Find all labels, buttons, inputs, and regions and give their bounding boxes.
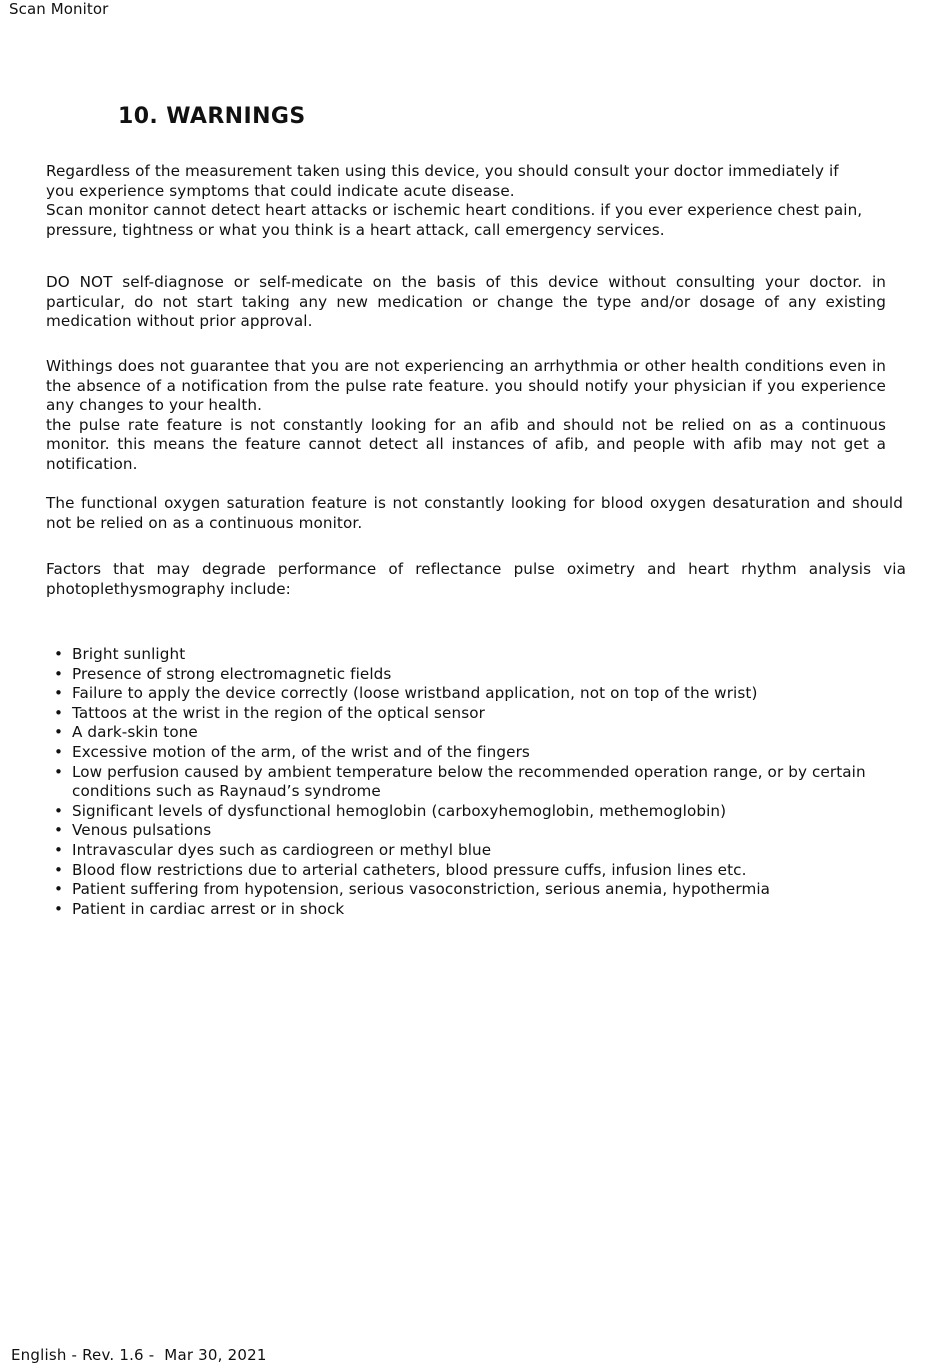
bullet-icon: • [54,645,64,663]
list-item [54,645,910,665]
paragraph-oxygen-saturation [46,494,903,533]
list-item-text: Low perfusion caused by ambient temperature below the recommended operation range, or by certain conditions such as Raynaud’s syndrome [72,762,866,801]
list-item-text: Tattoos at the wrist in the region of the optical sensor [72,703,485,722]
list-item [54,880,910,900]
list-item-text: Patient suffering from hypotension, serious vasoconstriction, serious anemia, hypothermia [72,880,771,899]
list-item-text: Intravascular dyes such as cardiogreen or methyl blue [72,840,492,859]
list-item-text: Significant levels of dysfunctional hemoglobin (carboxyhemoglobin, methemoglobin) [72,801,727,820]
bullet-icon: • [54,821,64,840]
list-item-text: A dark-skin tone [72,723,198,742]
list-item-text: Blood flow restrictions due to arterial catheters, blood pressure cuffs, infusion lines etc. [72,860,747,879]
bullet-icon: • [54,860,64,879]
list-item-text: Presence of strong electromagnetic fields [72,664,392,683]
bullet-icon: • [54,703,64,722]
factors-list [54,645,910,919]
bullet-icon: • [54,723,64,742]
bullet-icon: • [54,840,64,859]
paragraph-line: DO NOT self-diagnose or self-medicate on the basis of this device without consulting your doctor. in particular, do not start taking any new medication or change the type and/or dosage of any existing medication without prior approval. [46,273,886,331]
paragraph-line: the pulse rate feature is not constantly looking for an afib and should not be relied on as a continuous monitor. this means the feature cannot detect all instances of afib, and people with afib may not get a notification. [46,415,886,473]
bullet-icon: • [54,880,64,899]
list-item-text: Patient in cardiac arrest or in shock [72,899,345,918]
list-item-text: Excessive motion of the arm, of the wrist and of the fingers [72,742,530,761]
paragraph-line: The functional oxygen saturation feature is not constantly looking for blood oxygen desaturation and should not be relied on as a continuous monitor. [46,494,903,532]
list-item [54,861,910,881]
paragraph-self-diagnose [46,273,886,332]
paragraph-line: Scan monitor cannot detect heart attacks or ischemic heart conditions. if you ever experience chest pain, pressure, tightness or what you think is a heart attack, call emergency services. [46,201,863,239]
bullet-icon: • [54,899,64,918]
document-header: Scan Monitor [9,0,109,18]
list-item [54,665,910,685]
paragraph-line: Factors that may degrade performance of reflectance pulse oximetry and heart rhythm analysis via photoplethysmography include: [46,560,906,598]
list-item [54,802,910,822]
list-item [54,763,910,802]
paragraph-consult-doctor [46,162,866,240]
list-item-text: Failure to apply the device correctly (loose wristband application, not on top of the wrist) [72,684,758,703]
list-item-text: Bright sunlight [72,645,186,663]
list-item [54,743,910,763]
list-item [54,900,910,920]
list-item [54,821,910,841]
list-item [54,723,910,743]
paragraph-line: Withings does not guarantee that you are not experiencing an arrhythmia or other health conditions even in the absence of a notification from the pulse rate feature. you should notify your physician if you experience any changes to your health. [46,357,886,415]
list-item [54,684,910,704]
list-item [54,704,910,724]
bullet-icon: • [54,762,64,781]
document-footer: English - Rev. 1.6 - Mar 30, 2021 [11,1346,267,1364]
paragraph-factors-intro [46,560,906,599]
bullet-icon: • [54,664,64,683]
bullet-icon: • [54,742,64,761]
bullet-icon: • [54,684,64,703]
section-heading: 10. WARNINGS [118,104,306,129]
paragraph-line: Regardless of the measurement taken using this device, you should consult your doctor immediately if you experience symptoms that could indicate acute disease. [46,162,839,200]
list-item [54,841,910,861]
bullet-icon: • [54,801,64,820]
paragraph-arrhythmia [46,357,886,475]
list-item-text: Venous pulsations [72,821,212,840]
